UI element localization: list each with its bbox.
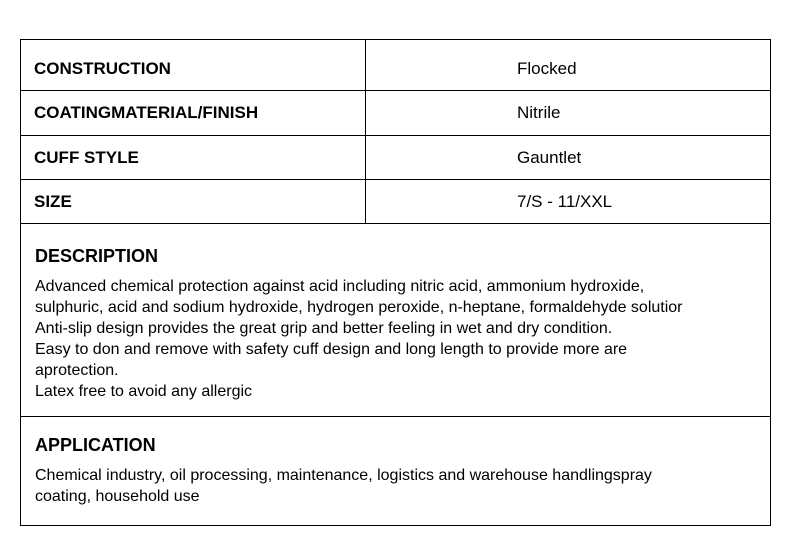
spec-row-size [21, 180, 770, 224]
product-spec-table [20, 39, 771, 526]
description-line: Easy to don and remove with safety cuff design and long length to provide more are [35, 341, 628, 358]
description-section [21, 224, 770, 417]
description-line: aprotection. [35, 362, 119, 379]
description-title: DESCRIPTION [35, 246, 159, 266]
spec-label-construction: CONSTRUCTION [21, 40, 366, 90]
spec-label-coating: COATINGMATERIAL/FINISH [21, 91, 366, 135]
spec-label-cuff-style: CUFF STYLE [21, 136, 366, 179]
application-line: Chemical industry, oil processing, maintenance, logistics and warehouse handlingspray [35, 467, 652, 484]
spec-value-construction: Flocked [517, 59, 577, 78]
application-section [21, 417, 770, 525]
description-line: Anti-slip design provides the great grip and better feeling in wet and dry condition. [35, 320, 613, 337]
spec-row-construction [21, 40, 770, 91]
spec-value-coating: Nitrile [517, 103, 561, 122]
description-line: sulphuric, acid and sodium hydroxide, hydrogen peroxide, n-heptane, formaldehyde solutior [35, 299, 683, 316]
spec-value-cuff-style: Gauntlet [517, 147, 582, 167]
application-line: coating, household use [35, 488, 200, 505]
spec-row-coating [21, 91, 770, 136]
spec-label-size: SIZE [21, 180, 366, 223]
spec-row-cuff-style [21, 136, 770, 180]
description-line: Advanced chemical protection against acid including nitric acid, ammonium hydroxide, [35, 278, 645, 295]
application-title: APPLICATION [35, 435, 156, 455]
spec-value-size: 7/S - 11/XXL [517, 191, 613, 211]
description-line: Latex free to avoid any allergic [35, 383, 253, 400]
